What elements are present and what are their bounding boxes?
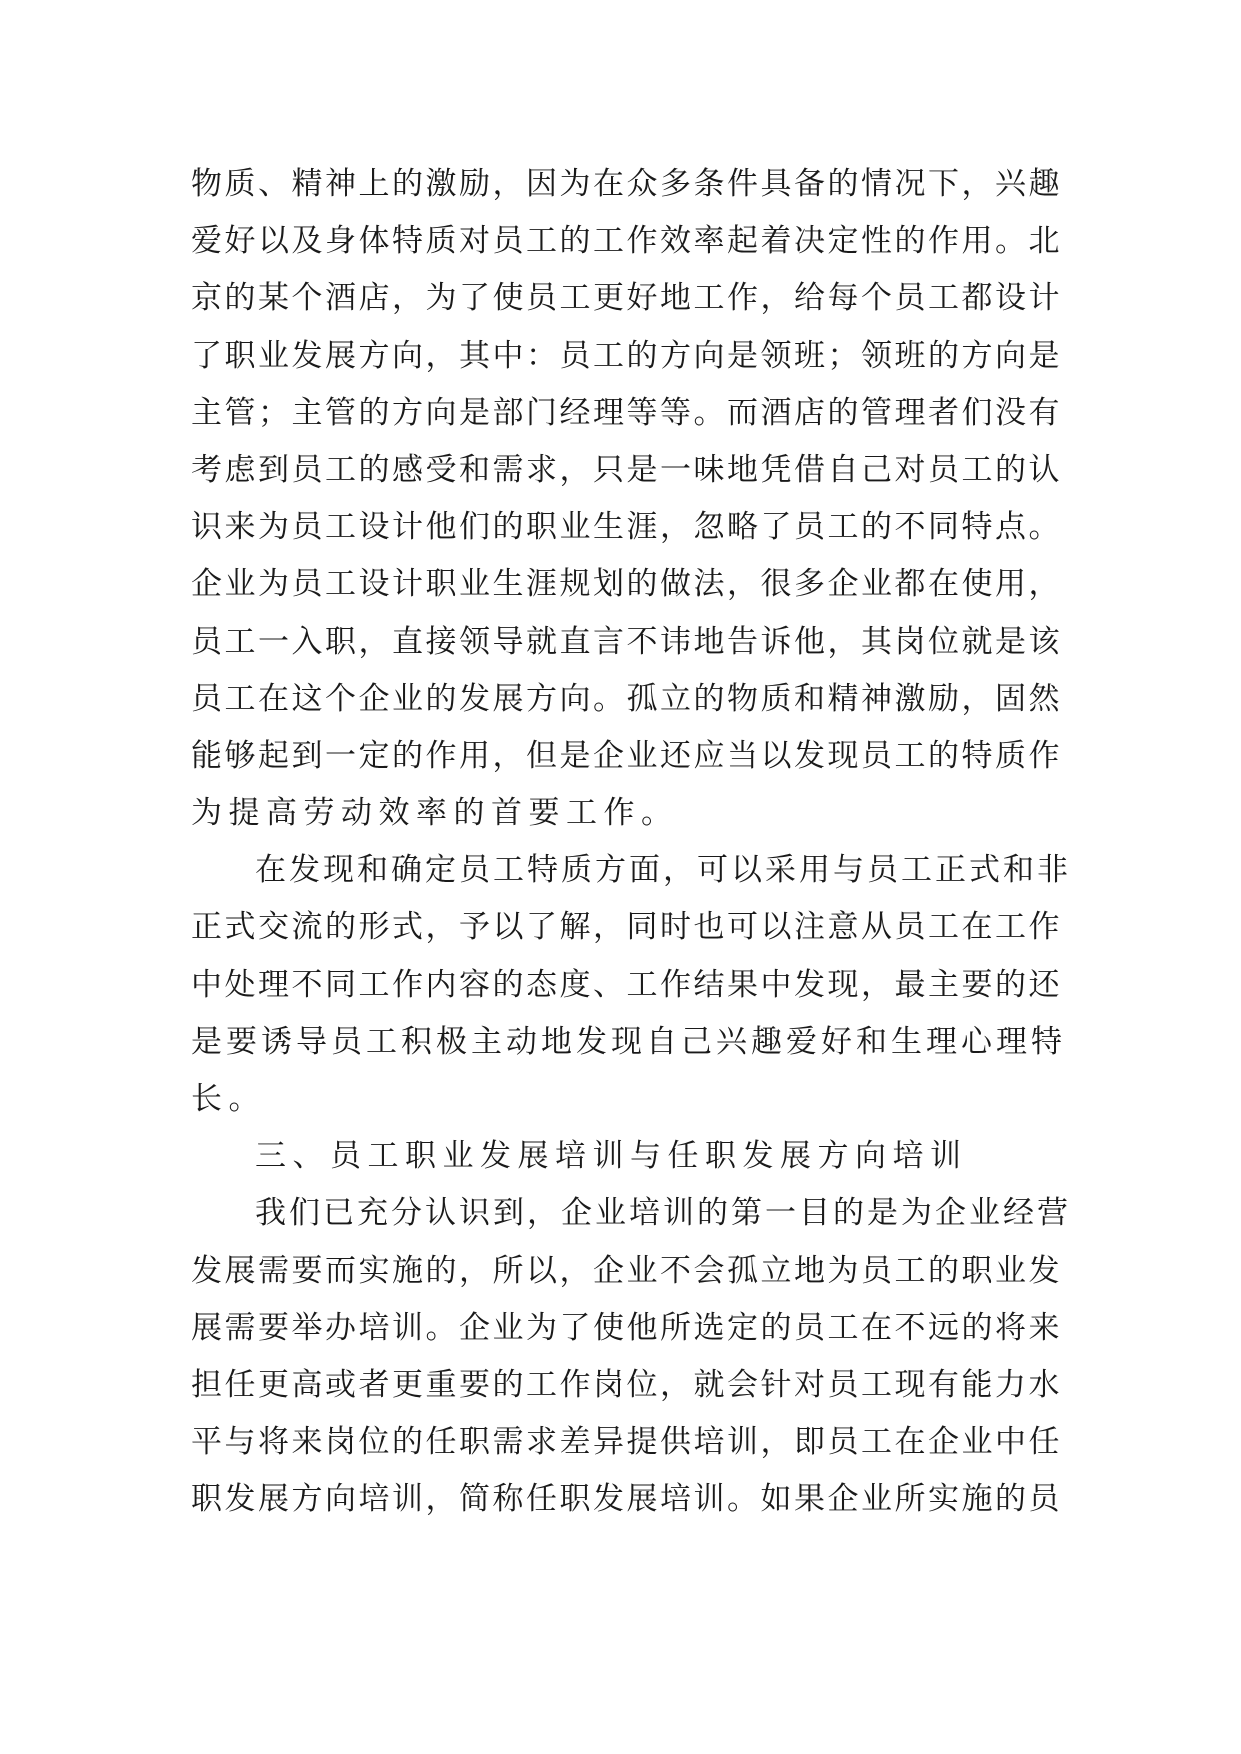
text-line: 职发展方向培训，简称任职发展培训。如果企业所实施的员 xyxy=(191,1481,1062,1518)
text-line: 物质、精神上的激励，因为在众多条件具备的情况下，兴趣 xyxy=(191,166,1062,202)
paragraph-first-line: 我们已充分认识到，企业培训的第一目的是为企业经营 xyxy=(255,1195,1071,1232)
text-line: 了职业发展方向，其中：员工的方向是领班；领班的方向是 xyxy=(191,337,1062,374)
text-line: 员工一入职，直接领导就直言不讳地告诉他，其岗位就是该 xyxy=(191,623,1062,660)
text-line: 发展需要而实施的，所以，企业不会孤立地为员工的职业发 xyxy=(191,1252,1062,1289)
text-line: 担任更高或者更重要的工作岗位，就会针对员工现有能力水 xyxy=(191,1366,1062,1403)
text-line: 长。 xyxy=(191,1081,266,1117)
text-line: 京的某个酒店，为了使员工更好地工作，给每个员工都设计 xyxy=(191,280,1062,317)
text-line: 是要诱导员工积极主动地发现自己兴趣爱好和生理心理特 xyxy=(191,1023,1066,1060)
text-line: 主管；主管的方向是部门经理等等。而酒店的管理者们没有 xyxy=(191,394,1062,431)
text-line: 爱好以及身体特质对员工的工作效率起着决定性的作用。北 xyxy=(191,223,1062,260)
text-line: 正式交流的形式，予以了解，同时也可以注意从员工在工作 xyxy=(191,909,1062,946)
text-line: 能够起到一定的作用，但是企业还应当以发现员工的特质作 xyxy=(191,737,1062,774)
text-line: 平与将来岗位的任职需求差异提供培训，即员工在企业中任 xyxy=(191,1424,1062,1461)
body-text xyxy=(191,156,1071,1529)
text-line: 企业为员工设计职业生涯规划的做法，很多企业都在使用， xyxy=(191,566,1062,603)
text-line: 中处理不同工作内容的态度、工作结果中发现，最主要的还 xyxy=(191,966,1062,1003)
text-line: 员工在这个企业的发展方向。孤立的物质和精神激励，固然 xyxy=(191,680,1062,717)
text-line: 为提高劳动效率的首要工作。 xyxy=(191,795,679,832)
text-line: 考虑到员工的感受和需求，只是一味地凭借自己对员工的认 xyxy=(191,451,1062,488)
text-line: 展需要举办培训。企业为了使他所选定的员工在不远的将来 xyxy=(191,1309,1062,1346)
paragraph-first-line: 在发现和确定员工特质方面，可以采用与员工正式和非 xyxy=(255,852,1071,889)
paragraph-first-line: 三、员工职业发展培训与任职发展方向培训 xyxy=(255,1138,968,1175)
text-line: 识来为员工设计他们的职业生涯，忽略了员工的不同特点。 xyxy=(191,509,1062,546)
